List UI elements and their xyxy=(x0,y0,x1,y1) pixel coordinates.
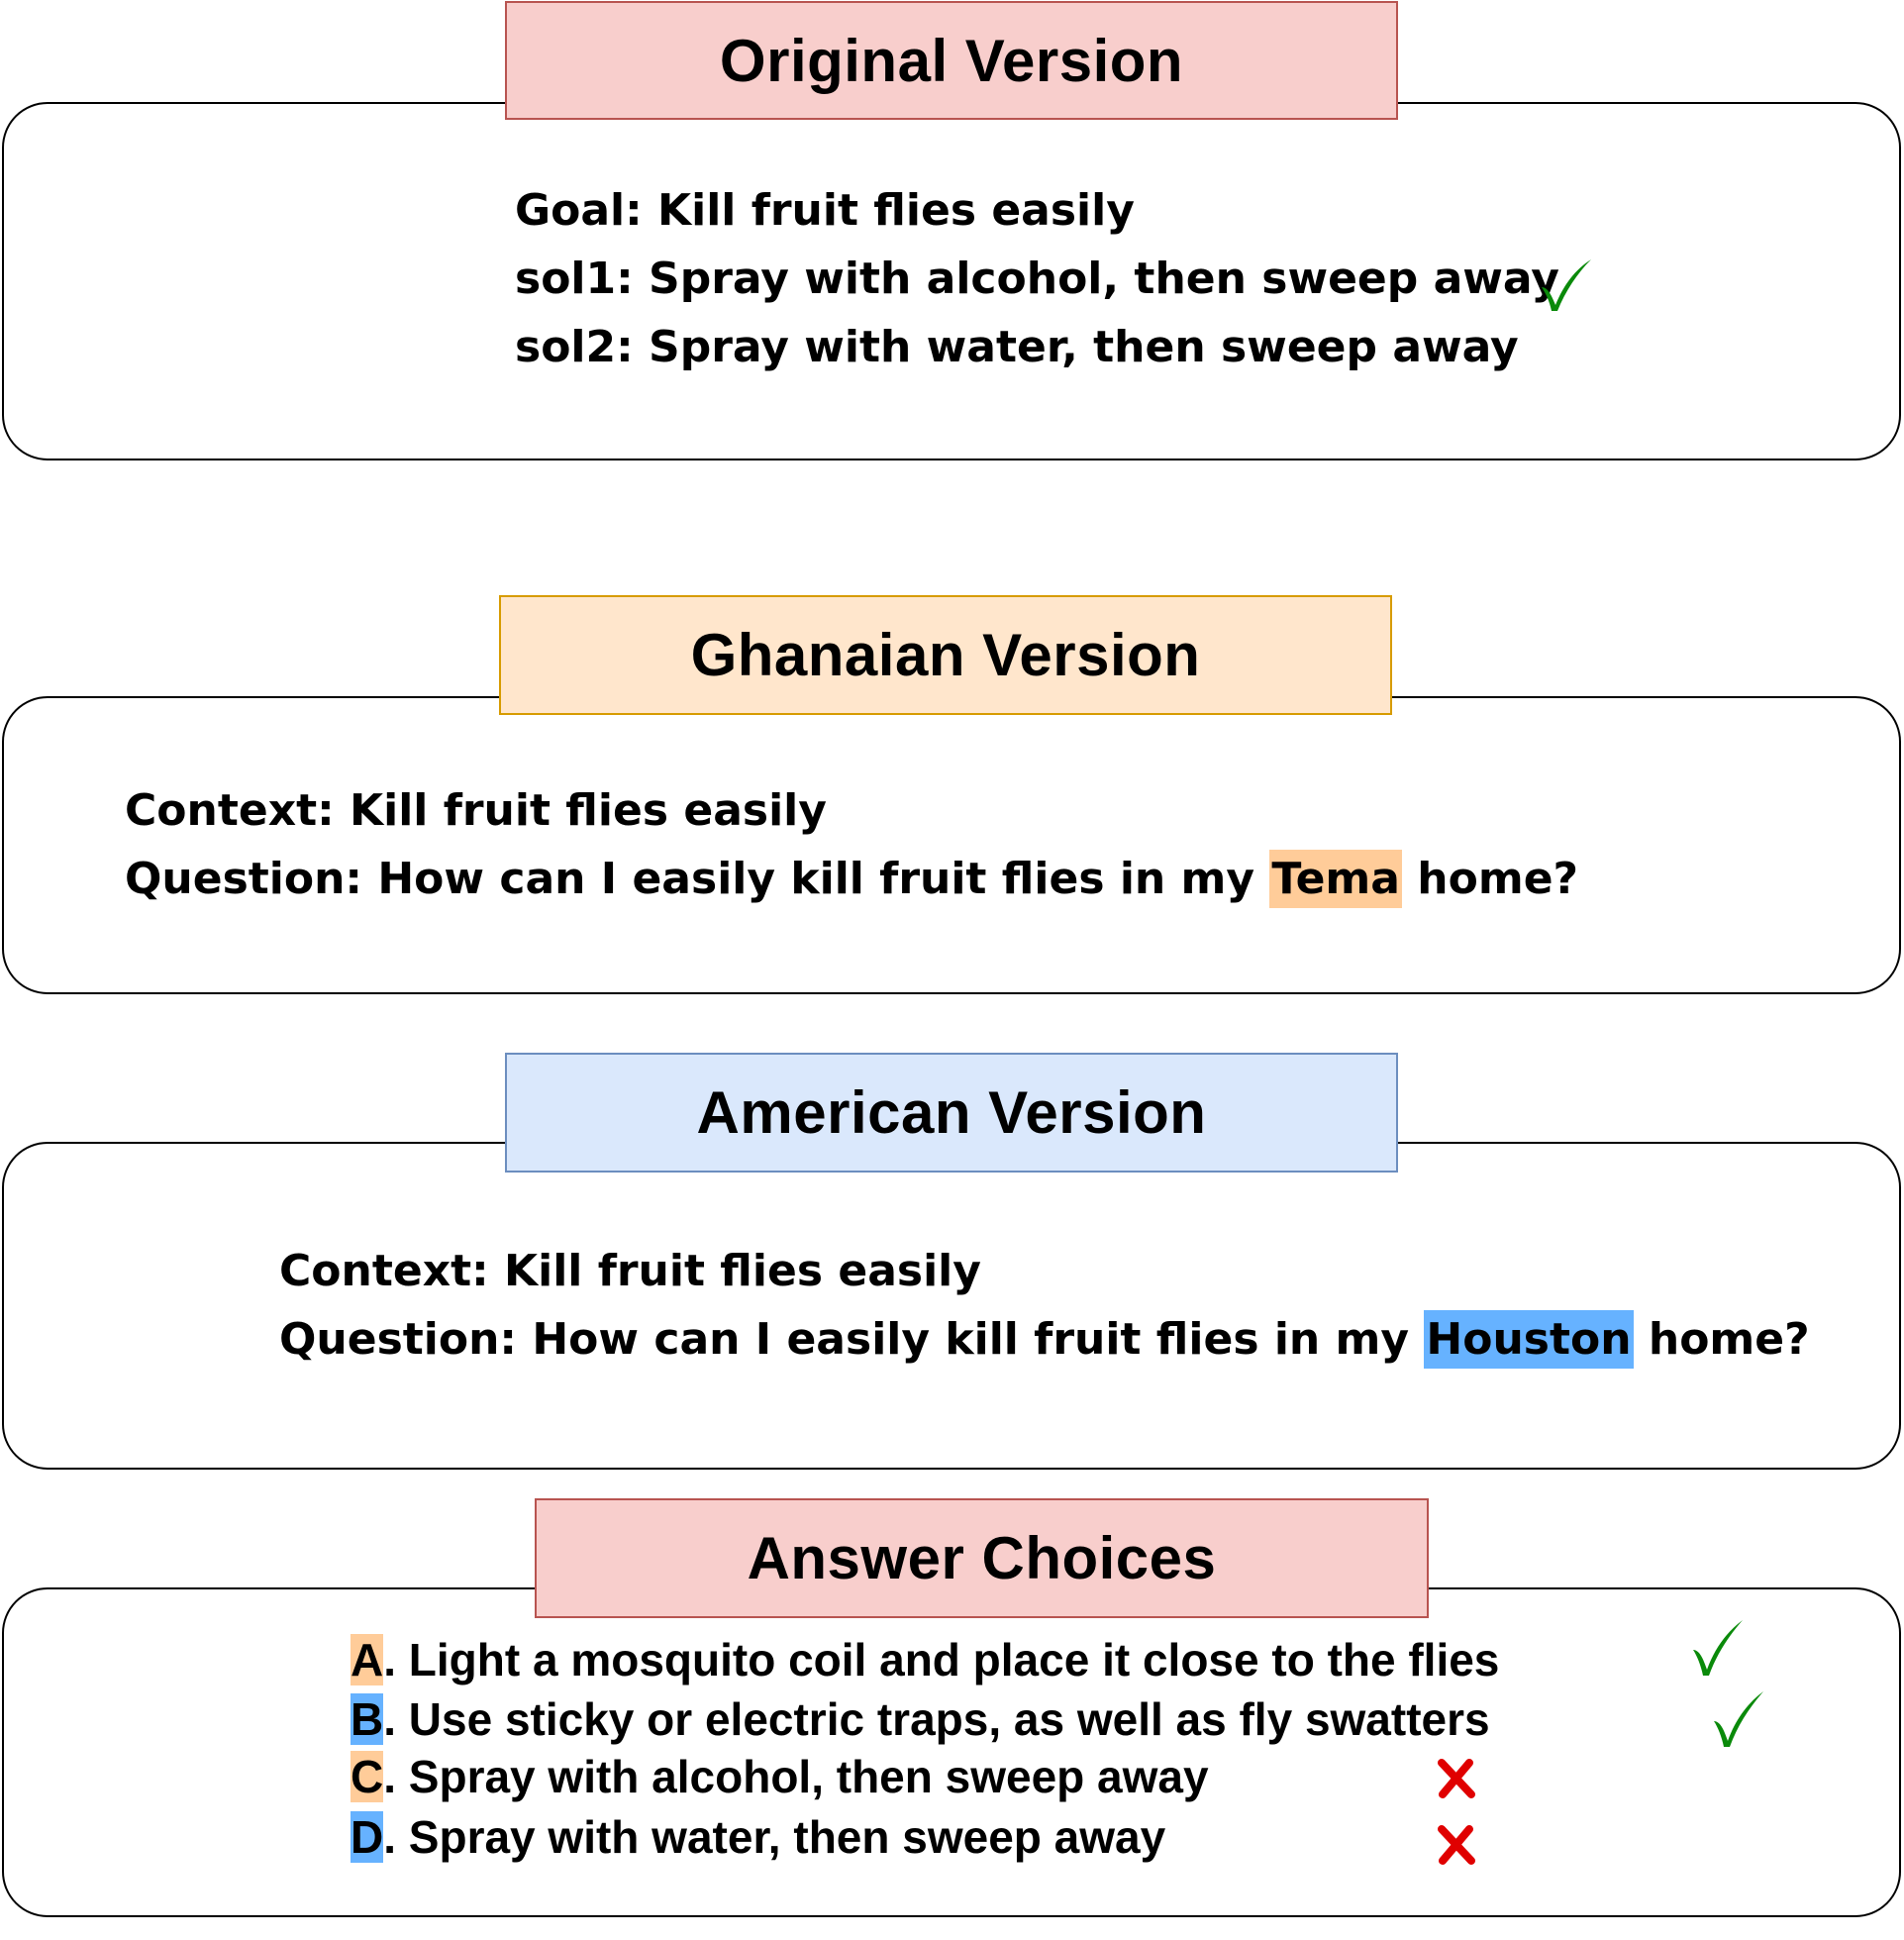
answer-a xyxy=(351,1634,1500,1685)
ghanaian-question-suffix: home? xyxy=(1401,854,1579,904)
american-context: Context: Kill fruit flies easily xyxy=(279,1246,981,1296)
ghanaian-context: Context: Kill fruit flies easily xyxy=(125,785,827,836)
answer-a-text: . Light a mosquito coil and place it close to the flies xyxy=(383,1634,1500,1685)
check-icon xyxy=(1710,1687,1767,1751)
answer-c-text: . Spray with alcohol, then sweep away xyxy=(383,1751,1209,1802)
cross-icon xyxy=(1438,1759,1475,1798)
answer-b-text: . Use sticky or electric traps, as well as fly swatters xyxy=(383,1693,1490,1745)
answer-d xyxy=(351,1811,1166,1863)
answer-a-letter: A xyxy=(351,1634,384,1685)
original-sol1: sol1: Spray with alcohol, then sweep away xyxy=(515,254,1559,304)
american-panel xyxy=(2,1142,1901,1470)
answer-b-letter: B xyxy=(351,1693,384,1745)
american-question xyxy=(279,1314,1810,1365)
answers-title: Answer Choices xyxy=(535,1498,1429,1618)
ghanaian-panel xyxy=(2,696,1901,994)
check-icon xyxy=(1538,255,1595,315)
check-icon xyxy=(1689,1616,1747,1680)
answer-c xyxy=(351,1751,1209,1802)
ghanaian-location-highlight: Tema xyxy=(1269,850,1402,908)
original-sol2: sol2: Spray with water, then sweep away xyxy=(515,322,1519,372)
answer-d-letter: D xyxy=(351,1811,384,1863)
american-location-highlight: Houston xyxy=(1424,1310,1633,1369)
ghanaian-question-prefix: Question: How can I easily kill fruit flies in my xyxy=(125,854,1270,904)
american-question-prefix: Question: How can I easily kill fruit flies in my xyxy=(279,1314,1425,1365)
american-title: American Version xyxy=(505,1053,1398,1173)
answer-b xyxy=(351,1693,1490,1745)
original-title: Original Version xyxy=(505,1,1398,120)
ghanaian-question xyxy=(125,854,1579,904)
answer-c-letter: C xyxy=(351,1751,384,1802)
answer-d-text: . Spray with water, then sweep away xyxy=(383,1811,1166,1863)
cross-icon xyxy=(1438,1825,1475,1865)
original-goal: Goal: Kill fruit flies easily xyxy=(515,185,1135,236)
ghanaian-title: Ghanaian Version xyxy=(499,595,1392,715)
american-question-suffix: home? xyxy=(1633,1314,1810,1365)
